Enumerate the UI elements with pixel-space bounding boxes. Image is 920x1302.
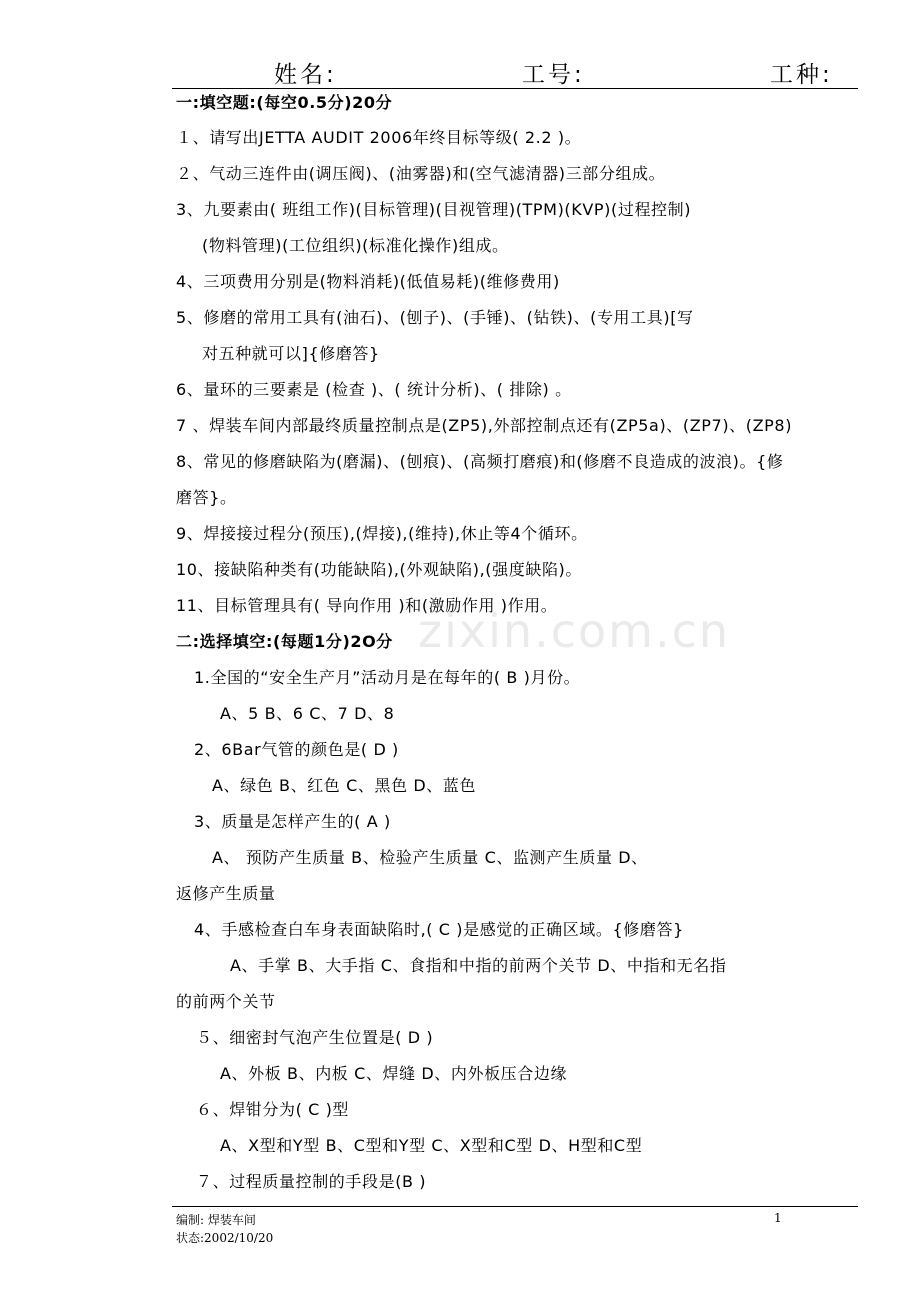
question-line: 9、焊接接过程分(预压),(焊接),(维持),休止等4个循环。 <box>176 524 588 543</box>
footer-status: 状态:2002/10/20 <box>176 1231 274 1245</box>
option-line: 的前两个关节 <box>176 992 276 1011</box>
question-line: ２、气动三连件由(调压阀)、(油雾器)和(空气滤清器)三部分组成。 <box>176 164 666 183</box>
question-line: 10、接缺陷种类有(功能缺陷),(外观缺陷),(强度缺陷)。 <box>176 560 582 579</box>
option-line: A、手掌 B、大手指 C、食指和中指的前两个关节 D、中指和无名指 <box>230 956 727 975</box>
footer-compiler: 编制: 焊装车间 <box>176 1213 256 1227</box>
question-line: ６、焊钳分为( C )型 <box>196 1100 350 1119</box>
option-line: A、X型和Y型 B、C型和Y型 C、X型和C型 D、H型和C型 <box>220 1136 643 1155</box>
header-row <box>172 56 858 88</box>
option-line: A、外板 B、内板 C、焊缝 D、内外板压合边缘 <box>220 1064 568 1083</box>
question-line: 6、量环的三要素是 (检查 )、( 统计分析)、( 排除) 。 <box>176 380 572 399</box>
question-line: 5、修磨的常用工具有(油石)、(刨子)、(手锤)、(钻铁)、(专用工具)[写 <box>176 308 694 327</box>
name-label: 姓名: <box>274 62 337 88</box>
question-line: 1.全国的“安全生产月”活动月是在每年的( B )月份。 <box>194 668 581 687</box>
question-line: 2、6Bar气管的颜色是( D ) <box>194 740 399 759</box>
question-line: 对五种就可以]{修磨答} <box>202 344 380 363</box>
question-line: 磨答}。 <box>176 488 237 507</box>
page-number: 1 <box>774 1211 782 1225</box>
option-line: A、 预防产生质量 B、检验产生质量 C、监测产生质量 D、 <box>212 848 648 867</box>
question-line: 8、常见的修磨缺陷为(磨漏)、(刨痕)、(高频打磨痕)和(修磨不良造成的波浪)。{修 <box>176 452 784 471</box>
question-line: 4、三项费用分别是(物料消耗)(低值易耗)(维修费用) <box>176 272 560 291</box>
question-line: 4、手感检查白车身表面缺陷时,( C )是感觉的正确区域。{修磨答} <box>194 920 684 939</box>
option-line: 返修产生质量 <box>176 884 276 903</box>
employee-id-label: 工号: <box>522 62 585 88</box>
footer-rule <box>172 1206 858 1207</box>
section2-title: 二:选择填空:(每题1分)2O分 <box>176 632 393 651</box>
question-line: 3、九要素由( 班组工作)(目标管理)(目视管理)(TPM)(KVP)(过程控制) <box>176 200 692 219</box>
question-line: ５、细密封气泡产生位置是( D ) <box>196 1028 434 1047</box>
watermark: zixin.com.cn <box>418 604 731 658</box>
question-line: 7 、焊装车间内部最终质量控制点是(ZP5),外部控制点还有(ZP5a)、(ZP7)、(ZP8) <box>176 416 793 435</box>
question-line: (物料管理)(工位组织)(标准化操作)组成。 <box>202 236 509 255</box>
trade-label: 工种: <box>770 62 833 88</box>
question-line: 3、质量是怎样产生的( A ) <box>194 812 391 831</box>
question-line: 11、目标管理具有( 导向作用 )和(激励作用 )作用。 <box>176 596 558 615</box>
option-line: A、5 B、6 C、7 D、8 <box>220 704 395 723</box>
option-line: A、绿色 B、红色 C、黑色 D、蓝色 <box>212 776 477 795</box>
header-rule <box>172 88 858 89</box>
section1-title: 一:填空题:(每空0.5分)20分 <box>176 93 393 112</box>
question-line: ７、过程质量控制的手段是(B ) <box>196 1172 427 1191</box>
question-line: １、请写出JETTA AUDIT 2006年终目标等级( 2.2 )。 <box>176 128 582 147</box>
